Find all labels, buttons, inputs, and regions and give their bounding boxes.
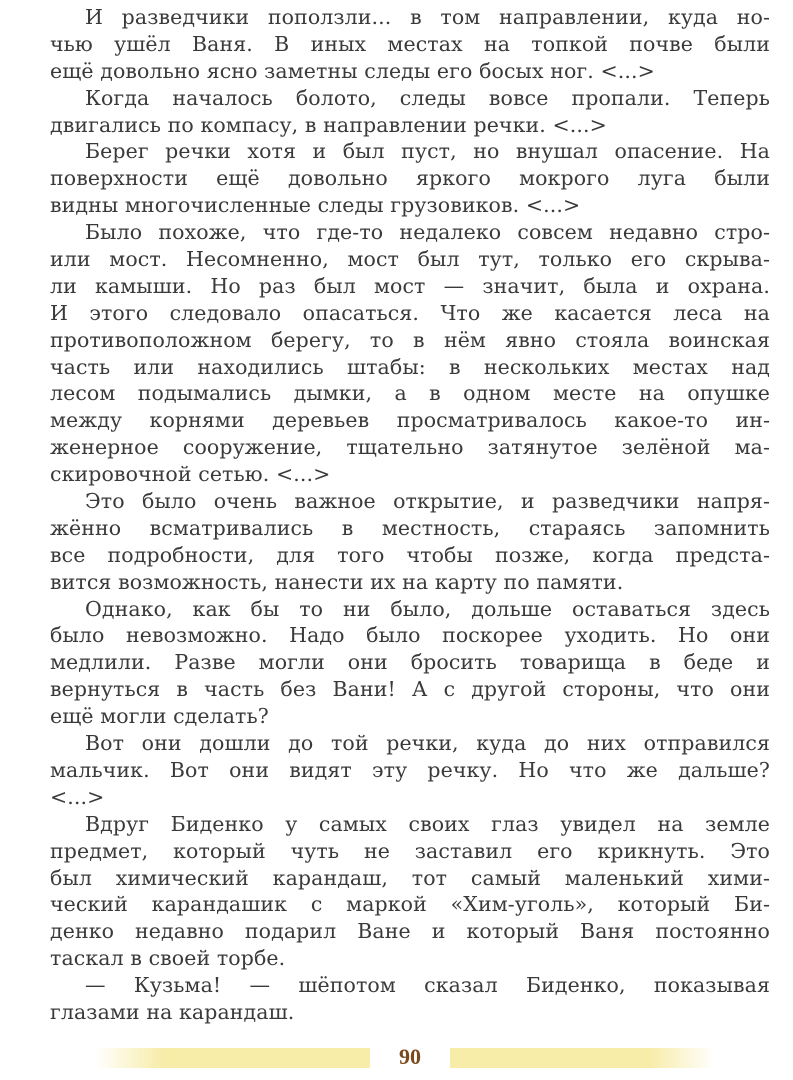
paragraph [50,972,770,1026]
text-line: женерное сооружение, тщательно затянутое зелёной ма- [50,435,770,460]
page-footer [0,1040,793,1076]
footer-decor-bar-left [95,1048,370,1068]
text-line: двигались по компасу, в направлении речки. <...> [50,112,607,137]
text-line: глазами на карандаш. [50,999,295,1024]
text-line: Это было очень важное открытие, и разведчики напря- [85,489,770,514]
text-line: видны многочисленные следы грузовиков. <...> [50,193,581,218]
footer-decor-bar-right [450,1048,715,1068]
text-line: поверхности ещё довольно яркого мокрого луга были [50,166,770,191]
text-line: ещё довольно ясно заметны следы его босых ног. <...> [50,58,655,83]
text-line: Однако, как бы то ни было, дольше оставаться здесь [85,596,770,621]
text-line: было невозможно. Надо было поскорее уходить. Но они [50,623,770,648]
text-line: был химический карандаш, тот самый маленький хими- [50,865,770,890]
text-line: И этого следовало опасаться. Что же касается леса на [50,300,770,325]
text-line: ли камыши. Но раз был мост — значит, была и охрана. [50,273,770,298]
text-line: таскал в своей торбе. [50,946,286,971]
page-body-text [50,4,770,1026]
text-line: чью ушёл Ваня. В иных местах на топкой почве были [50,31,770,56]
text-line: ческий карандашик с маркой «Хим-уголь», который Би- [50,892,770,917]
paragraph [50,488,770,596]
text-line: все подробности, для того чтобы позже, когда предста- [50,542,770,567]
text-line: скировочной сетью. <...> [50,462,331,487]
paragraph [50,811,770,972]
text-line: предмет, который чуть не заставил его крикнуть. Это [50,838,770,863]
text-line: денко недавно подарил Ване и который Ваня постоянно [50,919,770,944]
text-line: вернуться в часть без Вани! А с другой стороны, что они [50,677,770,702]
text-line: Берег речки хотя и был пуст, но внушал опасение. На [85,139,770,164]
text-line: между корнями деревьев просматривалось какое-то ин- [50,408,770,433]
text-line: <...> [50,784,105,809]
text-line: Когда началось болото, следы вовсе пропали. Теперь [85,85,770,110]
paragraph [50,4,770,85]
text-line: И разведчики поползли... в том направлении, куда но- [85,5,770,29]
text-line: часть или находились штабы: в нескольких местах над [50,354,770,379]
paragraph [50,730,770,811]
text-line: вится возможность, нанести их на карту по памяти. [50,569,624,594]
text-line: жённо всматривались в местность, стараясь запомнить [50,515,770,540]
text-line: ещё могли сделать? [50,704,269,729]
paragraph [50,85,770,139]
text-line: медлили. Разве могли они бросить товарища в беде и [50,650,770,675]
page-number: 90 [399,1044,421,1069]
text-line: мальчик. Вот они видят эту речку. Но что же дальше? [50,757,770,782]
text-line: Вот они дошли до той речки, куда до них отправился [85,731,770,756]
paragraph [50,138,770,219]
paragraph [50,596,770,730]
text-line: Вдруг Биденко у самых своих глаз увидел на земле [85,811,770,836]
text-line: или мост. Несомненно, мост был тут, только его скрыва- [50,247,770,272]
text-line: лесом подымались дымки, а в одном месте на опушке [50,381,770,406]
text-line: — Кузьма! — шёпотом сказал Биденко, показывая [85,973,770,998]
text-line: Было похоже, что где-то недалеко совсем недавно стро- [85,220,770,245]
paragraph [50,219,770,488]
text-line: противоположном берегу, то в нём явно стояла воинская [50,327,770,352]
